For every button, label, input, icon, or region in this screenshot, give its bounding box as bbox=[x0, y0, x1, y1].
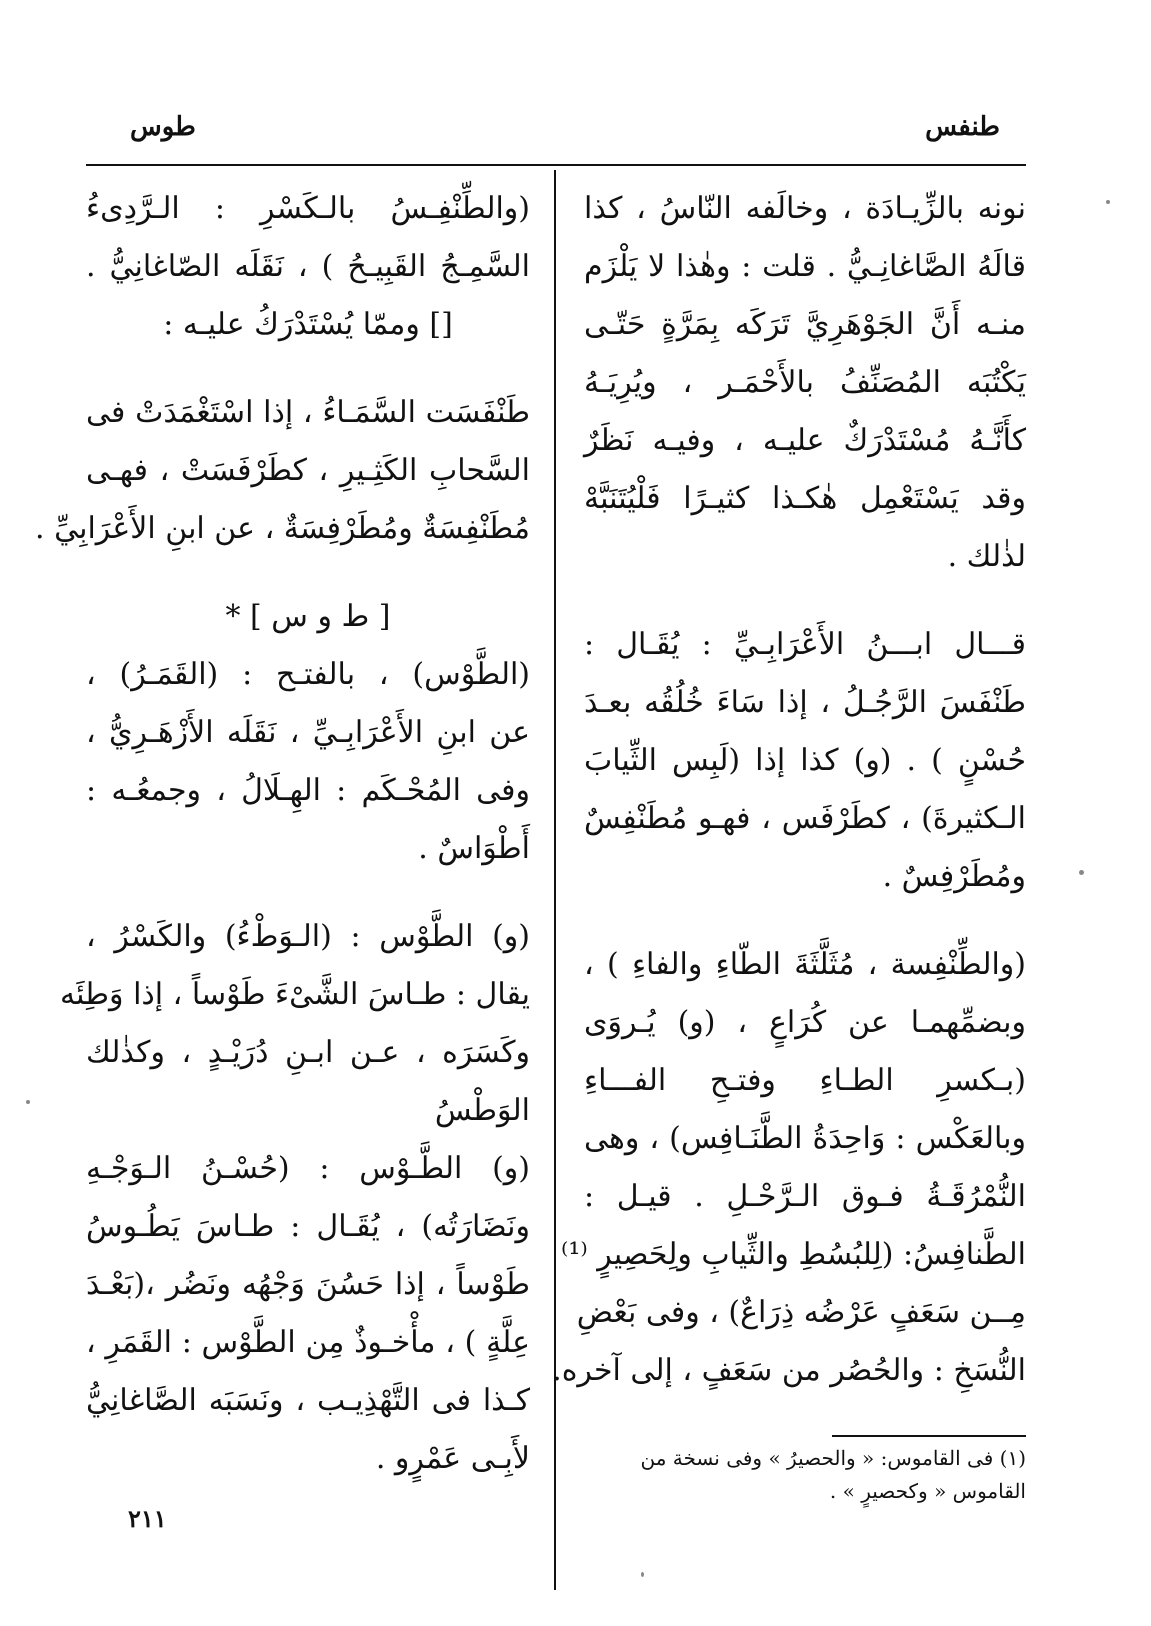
text-line: كـذا فى التَّهْذِيـب ، ونَسَبَه الصَّاغانِيُّ bbox=[86, 1383, 530, 1418]
text-line: أَطْوَاسٌ . bbox=[418, 831, 530, 866]
page-number: ٢١١ bbox=[128, 1504, 167, 1533]
footnotes bbox=[590, 1442, 1026, 1508]
text-line: نونه بالزِّيـادَة ، وخالَفه النّاسُ ، كذا bbox=[584, 191, 1026, 226]
paragraph-gap bbox=[86, 558, 530, 588]
running-header-right: طنفس bbox=[925, 112, 1000, 142]
text-line: الوَطْسُ bbox=[434, 1093, 530, 1128]
header-rule bbox=[86, 164, 1026, 166]
text-line: (و) الطَّوْس : (الـوَطْءُ) والكَسْرُ ، bbox=[86, 919, 530, 954]
text-line: قـــال ابـــنُ الأَعْرَابِـيِّ : يُقَـال : bbox=[584, 627, 1026, 662]
footnote-line: (١) فى القاموس: « والحصيرُ » وفى نسخة من bbox=[640, 1446, 1026, 1470]
text-line: (و) الطَّـوْس : (حُسْـنُ الـوَجْـهِ bbox=[86, 1151, 530, 1186]
footnote-rule bbox=[832, 1435, 1026, 1437]
text-line: طَوْساً ، إذا حَسُنَ وَجْهُه ونَضُر ،(بَعْـدَ bbox=[86, 1267, 530, 1302]
text-line: طَنْفَسَت السَّمَـاءُ ، إذا اسْتَغْمَدَتْ فى bbox=[86, 395, 530, 430]
text-line: كأَنَّـهُ مُسْتَدْرَكٌ عليـه ، وفيـه نَظَرٌ bbox=[584, 423, 1026, 458]
text-line: وكَسَرَه ، عـن ابـنِ دُرَيْـدٍ ، وكذٰلك bbox=[86, 1035, 530, 1070]
scan-speck bbox=[26, 1100, 30, 1104]
text-line: (الطَّوْس) ، بالفتـح : (القَمَـرُ) ، bbox=[86, 657, 530, 692]
text-line: طَنْفَسَ الرَّجُـلُ ، إذا سَاءَ خُلُقُه بعـدَ bbox=[584, 685, 1026, 720]
left-column bbox=[35, 180, 530, 1488]
text-line: السَّحابِ الكَثِـيرِ ، كطَرْفَسَتْ ، فهـى bbox=[86, 453, 530, 488]
text-line: (والطِّنْفِسة ، مُثَلَّثَةَ الطّاءِ والفاءِ ) ، bbox=[584, 947, 1026, 982]
text-line: الـكثيرةَ) ، كطَرْفَس ، فهـو مُطَنْفِسٌ bbox=[584, 801, 1026, 836]
entry-heading: [ ط و س ] * bbox=[225, 599, 391, 634]
text-line: عن ابنِ الأَعْرَابِـيِّ ، نَقَلَه الأَزْهَـرِيُّ ، bbox=[86, 715, 530, 750]
text-line: النُّمْرُقَـةُ فـوق الـرَّحْـلِ . قيـل : bbox=[584, 1179, 1026, 1214]
text-line: حُسْنٍ ) . (و) كذا إذا (لَبِس الثِّيابَ bbox=[584, 743, 1026, 778]
text-line: النُّسَخِ : والحُصُر من سَعَفٍ ، إلى آخره. bbox=[552, 1353, 1026, 1388]
text-line: وبالعَكْس : وَاحِدَةُ الطَّنَـافِس) ، وهى bbox=[584, 1121, 1026, 1156]
text-line: الطَّنافِسُ: (لِلبُسُطِ والثِّيابِ ولِحَصِيرٍ ⁽¹⁾ bbox=[560, 1237, 1026, 1272]
paragraph-gap bbox=[584, 906, 1026, 936]
text-line: ونَضَارَتُه) ، يُقَـال : طـاسَ يَطُـوسُ bbox=[86, 1209, 530, 1244]
text-line: وبضمِّهمـا عن كُرَاعٍ ، (و) يُـروَى bbox=[584, 1005, 1026, 1040]
text-line: يقال : طـاسَ الشَّىْءَ طَوْساً ، إذا وَطِئَه bbox=[60, 977, 530, 1012]
text-line: وقد يَسْتَعْمِل هٰكـذا كثيـرًا فَلْيُتَنَبَّهْ bbox=[584, 481, 1026, 516]
text-line: قالَهُ الصَّاغانِـيُّ . قلت : وهٰذا لا يَلْزَم bbox=[584, 249, 1026, 284]
text-line: وفى المُحْـكَم : الهِـلَالُ ، وجمعُـه : bbox=[86, 773, 530, 808]
scan-speck bbox=[641, 1572, 644, 1577]
text-line: يَكْتُبَه المُصَنِّفُ بالأَحْمَـر ، ويُرِيَـهُ bbox=[584, 365, 1026, 400]
entry-heading: [] وممّا يُسْتَدْرَكُ عليـه : bbox=[163, 307, 453, 342]
text-line: لأَبِـى عَمْرٍو . bbox=[375, 1441, 530, 1476]
footnote-line: القاموس « وكحصيرٍ » . bbox=[829, 1479, 1026, 1503]
text-line: (بـكسرِ الطـاءِ وفتـحِ الفـــاءِ bbox=[584, 1063, 1026, 1098]
text-line: منـه أَنَّ الجَوْهَرِيَّ تَرَكَه بِمَرَّةٍ حَتّـى bbox=[584, 307, 1026, 342]
running-header-left: طوس bbox=[130, 112, 196, 142]
text-line: لذٰلك . bbox=[947, 539, 1026, 574]
text-line: مُطَنْفِسَةٌ ومُطَرْفِسَةٌ ، عن ابنِ الأَعْرَابِيِّ . bbox=[35, 511, 530, 546]
text-line: عِلَّةٍ ) ، مأْخـوذٌ مِن الطَّوْس : القَمَرِ ، bbox=[86, 1325, 530, 1360]
right-column bbox=[552, 180, 1026, 1400]
text-line: (والطِّنْفِـسُ بالـكَسْرِ : الـرَّدِىءُ bbox=[86, 191, 530, 226]
text-line: ومُطَرْفِسٌ . bbox=[882, 859, 1026, 894]
text-line: السَّمِـجُ القَبِيـحُ ) ، نَقَلَه الصّاغانِيُّ . bbox=[86, 249, 530, 284]
text-line: مِــن سَعَفٍ عَرْضُه ذِرَاعٌ) ، وفى بَعْضِ bbox=[576, 1295, 1026, 1330]
paragraph-gap bbox=[86, 354, 530, 384]
scan-speck bbox=[1106, 200, 1110, 204]
paragraph-gap bbox=[86, 878, 530, 908]
paragraph-gap bbox=[584, 586, 1026, 616]
scan-speck bbox=[1079, 870, 1084, 875]
